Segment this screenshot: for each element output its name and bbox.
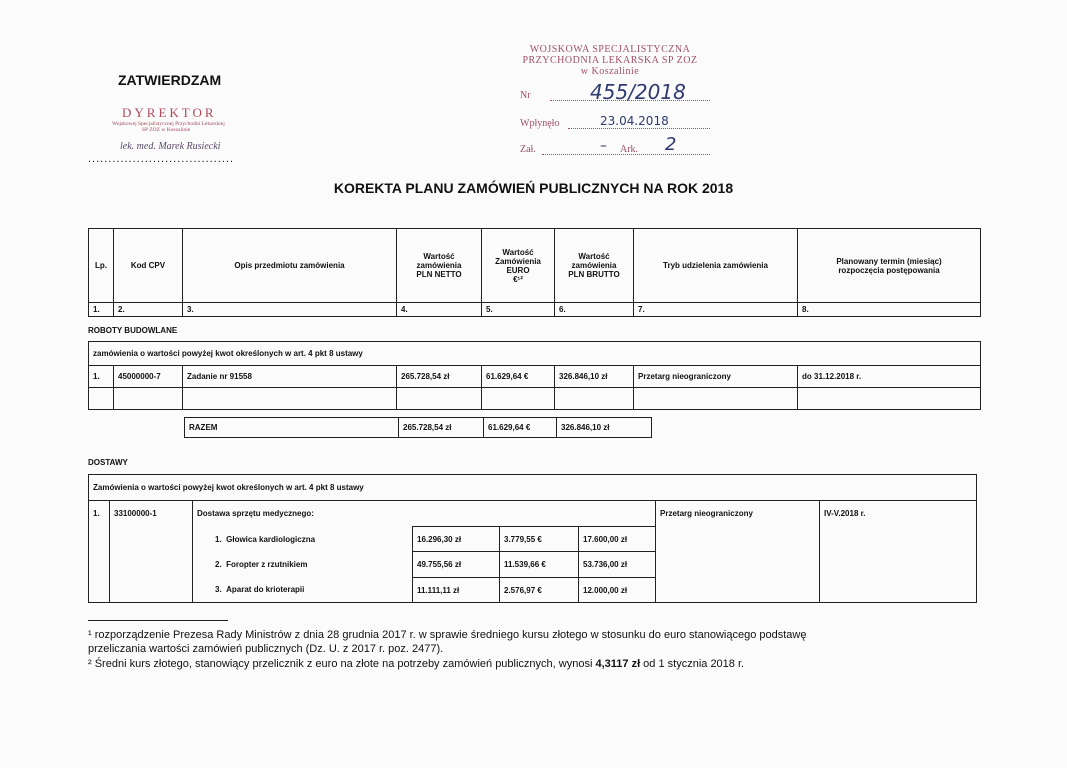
registry-line-3: w Koszalinie (580, 66, 640, 77)
footnote-separator (88, 620, 228, 621)
col-desc: Opis przedmiotu zamówienia (183, 229, 397, 303)
works-threshold: zamówienia o wartości powyżej kwot określonych w art. 4 pkt 8 ustawy (89, 342, 981, 366)
list-item: 2. Foropter z rzutnikiem 49.755,56 zł 11.539,66 € 53.736,00 zł (89, 552, 977, 578)
list-item: 3. Aparat do krioterapii 11.111,11 zł 2.576,97 € 12.000,00 zł (89, 578, 977, 603)
received-value: 23.04.2018 (600, 114, 669, 128)
works-total-table: RAZEM 265.728,54 zł 61.629,64 € 326.846,10 zł (184, 417, 652, 438)
director-stamp (112, 105, 282, 152)
col-term: Planowany termin (miesiąc) rozpoczęcia postępowania (798, 229, 981, 303)
sheet-label: Ark. (620, 144, 639, 155)
total-label: RAZEM (185, 418, 399, 438)
plan-header-table (88, 228, 981, 317)
section-works: ROBOTY BUDOWLANE (88, 326, 178, 335)
col-mode: Tryb udzielenia zamówienia (634, 229, 798, 303)
supplies-threshold: Zamówienia o wartości powyżej kwot określonych w art. 4 pkt 8 ustawy (89, 475, 977, 501)
table-row: 1. 45000000-7 Zadanie nr 91558 265.728,54 zł 61.629,64 € 326.846,10 zł Przetarg nieograniczony do 31.12.2018 r. (89, 366, 981, 388)
footnote-1: ¹ rozporządzenie Prezesa Rady Ministrów z dnia 28 grudnia 2017 r. w sprawie średniego kursu złotego w stosunku do euro stanowiącego podstawę przeliczania wartości zamówień publicznych (Dz. U. z 2017 r. poz. 2477). (88, 629, 807, 655)
nr-value: 455/2018 (590, 80, 686, 104)
header-number-row: 1. 2. 3. 4. 5. 6. 7. 8. (89, 303, 981, 317)
list-item: 1. Głowica kardiologiczna 16.296,30 zł 3.779,55 € 17.600,00 zł (89, 527, 977, 552)
col-brutto: Wartość zamówienia PLN BRUTTO (555, 229, 634, 303)
section-supplies: DOSTAWY (88, 458, 128, 467)
document-title: KOREKTA PLANU ZAMÓWIEŃ PUBLICZNYCH NA ROK 2018 (333, 180, 734, 196)
approval-label: ZATWIERDZAM (118, 72, 222, 88)
col-lp: Lp. (89, 229, 114, 303)
supplies-table (88, 474, 977, 603)
signature-name: lek. med. Marek Rusiecki (120, 141, 221, 152)
registry-line-1: WOJSKOWA SPECJALISTYCZNA (529, 44, 691, 55)
col-euro: Wartość Zamówienia EURO €¹² (482, 229, 555, 303)
registry-stamp (510, 44, 710, 155)
col-cpv: Kod CPV (114, 229, 183, 303)
received-label: Wpłynęło (520, 118, 560, 129)
footnote-2: ² Średni kurs złotego, stanowiący przelicznik z euro na złote na potrzeby zamówień publicznych, wynosi 4,3117 zł od 1 stycznia 2018 r. (88, 658, 745, 670)
nr-label: Nr (520, 90, 531, 101)
sheet-value: 2 (665, 134, 677, 155)
registry-line-2: PRZYCHODNIA LEKARSKA SP ZOZ (522, 55, 698, 66)
signature-dots: .................................... (88, 153, 235, 165)
col-netto: Wartość zamówienia PLN NETTO (397, 229, 482, 303)
table-row: 1. 33100000-1 Dostawa sprzętu medycznego: Przetarg nieograniczony IV-V.2018 r. (89, 501, 977, 527)
stamp-line-1: Wojskowej Specjalistycznej Przychodni Lekarskiej (112, 121, 225, 127)
stamp-line-2: SP ZOZ w Koszalinie (142, 127, 191, 133)
works-table (88, 341, 981, 410)
stamp-title: DYREKTOR (122, 105, 217, 120)
attachment-label: Zał. (520, 144, 536, 155)
attachment-value: – (600, 138, 607, 154)
